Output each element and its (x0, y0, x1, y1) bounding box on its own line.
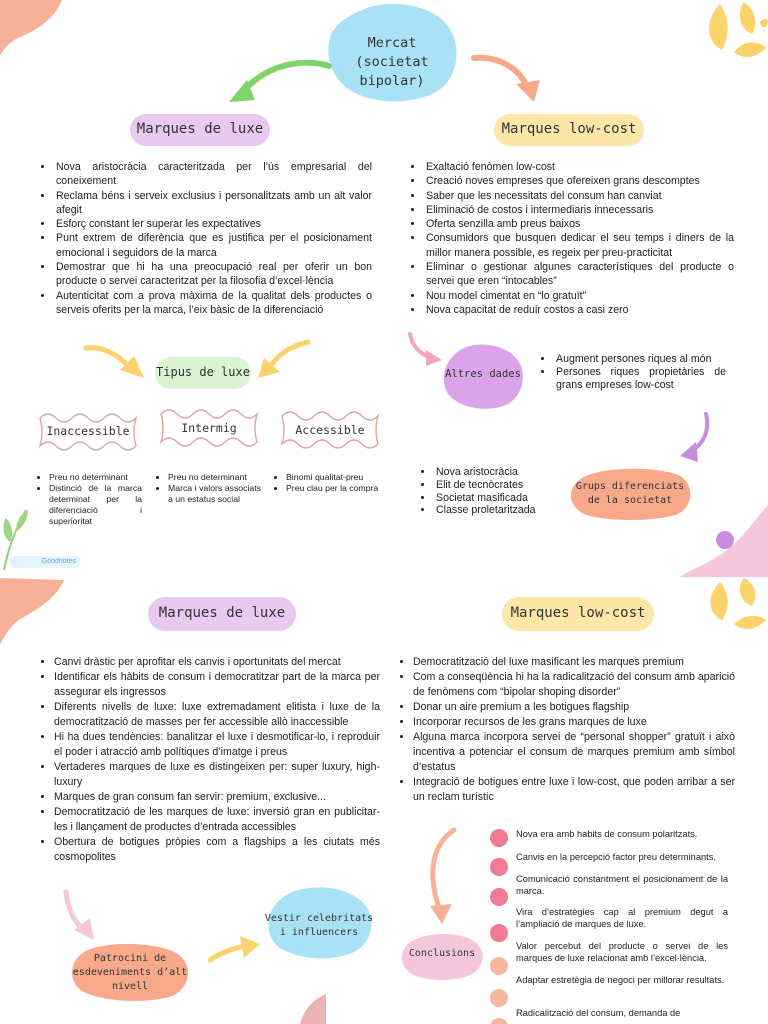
luxury-title: Marques de luxe (136, 121, 264, 137)
list-item: • Preu no determinant (49, 472, 142, 483)
type-bullets-accessible (275, 472, 381, 494)
luxury-bullet-list (38, 160, 372, 317)
list-item: • Identificar els hàbits de consum i democratitzar part de la marca per assegurar els ingressos (54, 670, 380, 700)
list-item: • Com a conseqüència hi ha la radicalització del consum amb aparició de fenòmens com “bipolar shoping disorder” (413, 670, 735, 700)
purple-arrow-icon (676, 410, 716, 466)
green-arrow-icon (225, 56, 335, 108)
list-item: • Democratització de les marques de luxe: inversió gran en publicitar-les i llançament de productes d’entrada accessibles (54, 805, 380, 835)
list-item: • Societat masificada (434, 492, 578, 505)
sponsorship-line2: esdeveniments d’alt (72, 967, 188, 978)
celebrities-line1: Vestir celebritats (264, 913, 374, 924)
conclusion-item (490, 829, 740, 851)
market-title-line1: Mercat (367, 35, 417, 51)
salmon-arrow-2-icon (424, 826, 464, 926)
bullet-dot (490, 1018, 508, 1024)
conclusion-item (490, 852, 740, 874)
conclusion-text: Radicalització del consum, demanda de (516, 1008, 681, 1018)
conclusions-label: Conclusions (408, 948, 476, 959)
list-item: • Nova aristocràcia (434, 466, 578, 479)
list-item: • Nou model cimentat en “lo gratuït” (424, 289, 734, 303)
groups-label-line2: de la societat (587, 495, 673, 506)
conclusion-text: Canvis en la percepció factor preu determinants. (516, 852, 716, 862)
conclusion-item (490, 874, 740, 904)
list-item: • Hi ha dues tendències: banalitzar el luxe i desmotificar-lo, i reproduir el poder i atracció amb polítiques d’imatge i preus (54, 730, 380, 760)
purple-dot (716, 531, 734, 549)
bullet-dot (490, 957, 508, 975)
conclusion-text: Valor percebut del producte o servei de les marques de luxe relacionat amb l’excel·lència. (516, 941, 728, 963)
list-item: • Canvi dràstic per aprofitar els canvis i oportunitats del mercat (54, 655, 380, 670)
list-item: • Incorporar recursos de les grans marques de luxe (413, 715, 735, 730)
watermark-text: Goodnotes (41, 558, 76, 565)
list-item: • Democratització del luxe masificant les marques premium (413, 655, 735, 670)
list-item: • Autenticitat com a prova màxima de la qualitat dels productes o serveis oferits per la marca, l’eix bàsic de la diferenciació (54, 289, 372, 318)
list-item: • Marca i valors associats a un estatus social (168, 483, 261, 505)
leaf-decoration-bottom-page-right (702, 576, 768, 636)
list-item: • Esforç constant ler superar les expectatives (54, 217, 372, 231)
list-item: • Preu no determinant (168, 472, 261, 483)
yellow-arrow-2-icon (206, 930, 262, 966)
list-item: • Demostrar que hi ha una preocupació real per oferir un bon producte o servei caracteritzat per la filosofia d’excel·lència (54, 260, 372, 289)
list-item: • Binomi qualitat-preu (286, 472, 381, 483)
groups-label-line1: Grups diferenciats (575, 481, 685, 492)
celebrities-line2: i influencers (279, 927, 359, 938)
yellow-arrow-right-icon (254, 338, 314, 384)
list-item: • Vertaderes marques de luxe es distingeixen per: super luxury, high-luxury (54, 760, 380, 790)
lowcost-bullet-list-2 (397, 655, 735, 805)
sponsorship-label (68, 952, 192, 994)
bullet-dot (490, 989, 508, 1007)
list-item: • Saber que les necessitats del consum han canviat (424, 189, 734, 203)
pink-arrow-2-icon (60, 888, 100, 944)
other-data-label: Altres dades (445, 368, 521, 380)
luxury-types-title: Tipus de luxe (156, 365, 250, 379)
yellow-arrow-left-icon (82, 342, 152, 382)
market-title (322, 34, 462, 91)
list-item: • Marques de gran consum fan servir: premium, exclusive... (54, 790, 380, 805)
list-item: • Integració de botigues entre luxe i low-cost, que poden arribar a ser un reclam turístic (413, 775, 735, 805)
list-item: • Distinció de la marca determinat per la diferenciació i superioritat (49, 483, 142, 527)
list-item: • Elit de tecnòcrates (434, 479, 578, 492)
salmon-arrow-icon (470, 50, 545, 104)
list-item: • Persones riques propietàries de grans empreses low-cost (554, 366, 726, 392)
bullet-dot (490, 888, 508, 906)
list-item: • Classe proletaritzada (434, 504, 578, 517)
conclusion-text: Nova era amb habits de consum polaritzats. (516, 829, 698, 839)
list-item: • Augment persones riques al món (554, 353, 726, 366)
pink-shape-bottom (296, 992, 330, 1024)
type-bullets-intermig (157, 472, 261, 505)
watermark (10, 556, 80, 568)
conclusion-item (490, 907, 740, 937)
leaf-decoration-top-right (700, 0, 768, 70)
celebrities-label (262, 912, 376, 940)
conclusion-text: Vira d’estratègies cap al premium degut a l’ampliació de marques de luxe. (516, 907, 728, 929)
list-item: • Nova capacitat de reduir costos a casi zero (424, 303, 734, 317)
type-bullets-inaccessible (38, 472, 142, 527)
corner-shape-top-left (0, 0, 70, 60)
conclusion-text: Comunicació constantment el posicionament de la marca. (516, 874, 728, 896)
list-item: • Exaltació fenòmen low-cost (424, 160, 734, 174)
conclusion-item (490, 1008, 740, 1024)
bullet-dot (490, 829, 508, 847)
list-item: • Alguna marca incorpora servei de “personal shopper” gratuït i això incentiva a potenciar el consum de marques premium amb símbol d’estatus (413, 730, 735, 775)
list-item: • Obertura de botigues pròpies com a flagships a les ciutats més cosmopolites (54, 835, 380, 865)
sponsorship-line1: Patrocini de (93, 953, 167, 964)
groups-bullets (418, 466, 578, 517)
corner-shape-bottom-page-left (0, 578, 70, 648)
list-item: • Consumidors que busquen dedicar el seu temps i diners de la millor manera possible, es regeix per preu-practicitat (424, 231, 734, 260)
lowcost-title-2: Marques low-cost (510, 605, 646, 621)
pink-arrow-icon (404, 330, 444, 366)
lowcost-bullet-list (408, 160, 734, 317)
list-item: • Reclama béns i serveix exclusius i personalitzats amb un alt valor afegit (54, 189, 372, 218)
sponsorship-line3: nivell (111, 981, 149, 992)
other-data-bullets (538, 353, 726, 392)
list-item: • Punt extrem de diferència que es justifica per el posicionament emocional i seguidors de la marca (54, 231, 372, 260)
type-label-intermig: Intermig (181, 421, 237, 435)
lowcost-title: Marques low-cost (501, 121, 637, 137)
conclusion-text: Adaptar estretègia de negoci per millorar resultats. (516, 975, 725, 985)
list-item: • Donar un aire premium a les botigues flagship (413, 700, 735, 715)
list-item: • Oferta senzilla amb preus baixos (424, 217, 734, 231)
conclusion-item (490, 975, 740, 1005)
luxury-title-2: Marques de luxe (158, 605, 286, 621)
type-label-inaccessible: Inaccessible (46, 424, 130, 438)
groups-label (568, 480, 692, 508)
list-item: • Nova aristocràcia caracteritzada per l’ús empresarial del coneixement (54, 160, 372, 189)
list-item: • Preu clau per la compra (286, 483, 381, 494)
market-title-line2: (societat bipolar) (355, 54, 429, 89)
conclusion-item (490, 941, 740, 971)
list-item: • Eliminar o gestionar algunes característiques del producte o servei que eren “intocables” (424, 260, 734, 289)
type-label-accessible: Accessible (295, 423, 365, 437)
list-item: • Diferents nivells de luxe: luxe extremadament elitista i luxe de la democratització de masses per fer accessible allò inaccessible (54, 700, 380, 730)
list-item: • Eliminació de costos i intermediaris innecessaris (424, 203, 734, 217)
bullet-dot (490, 924, 508, 942)
list-item: • Creació noves empreses que ofereixen grans descomptes (424, 174, 734, 188)
luxury-bullet-list-2 (38, 655, 380, 865)
